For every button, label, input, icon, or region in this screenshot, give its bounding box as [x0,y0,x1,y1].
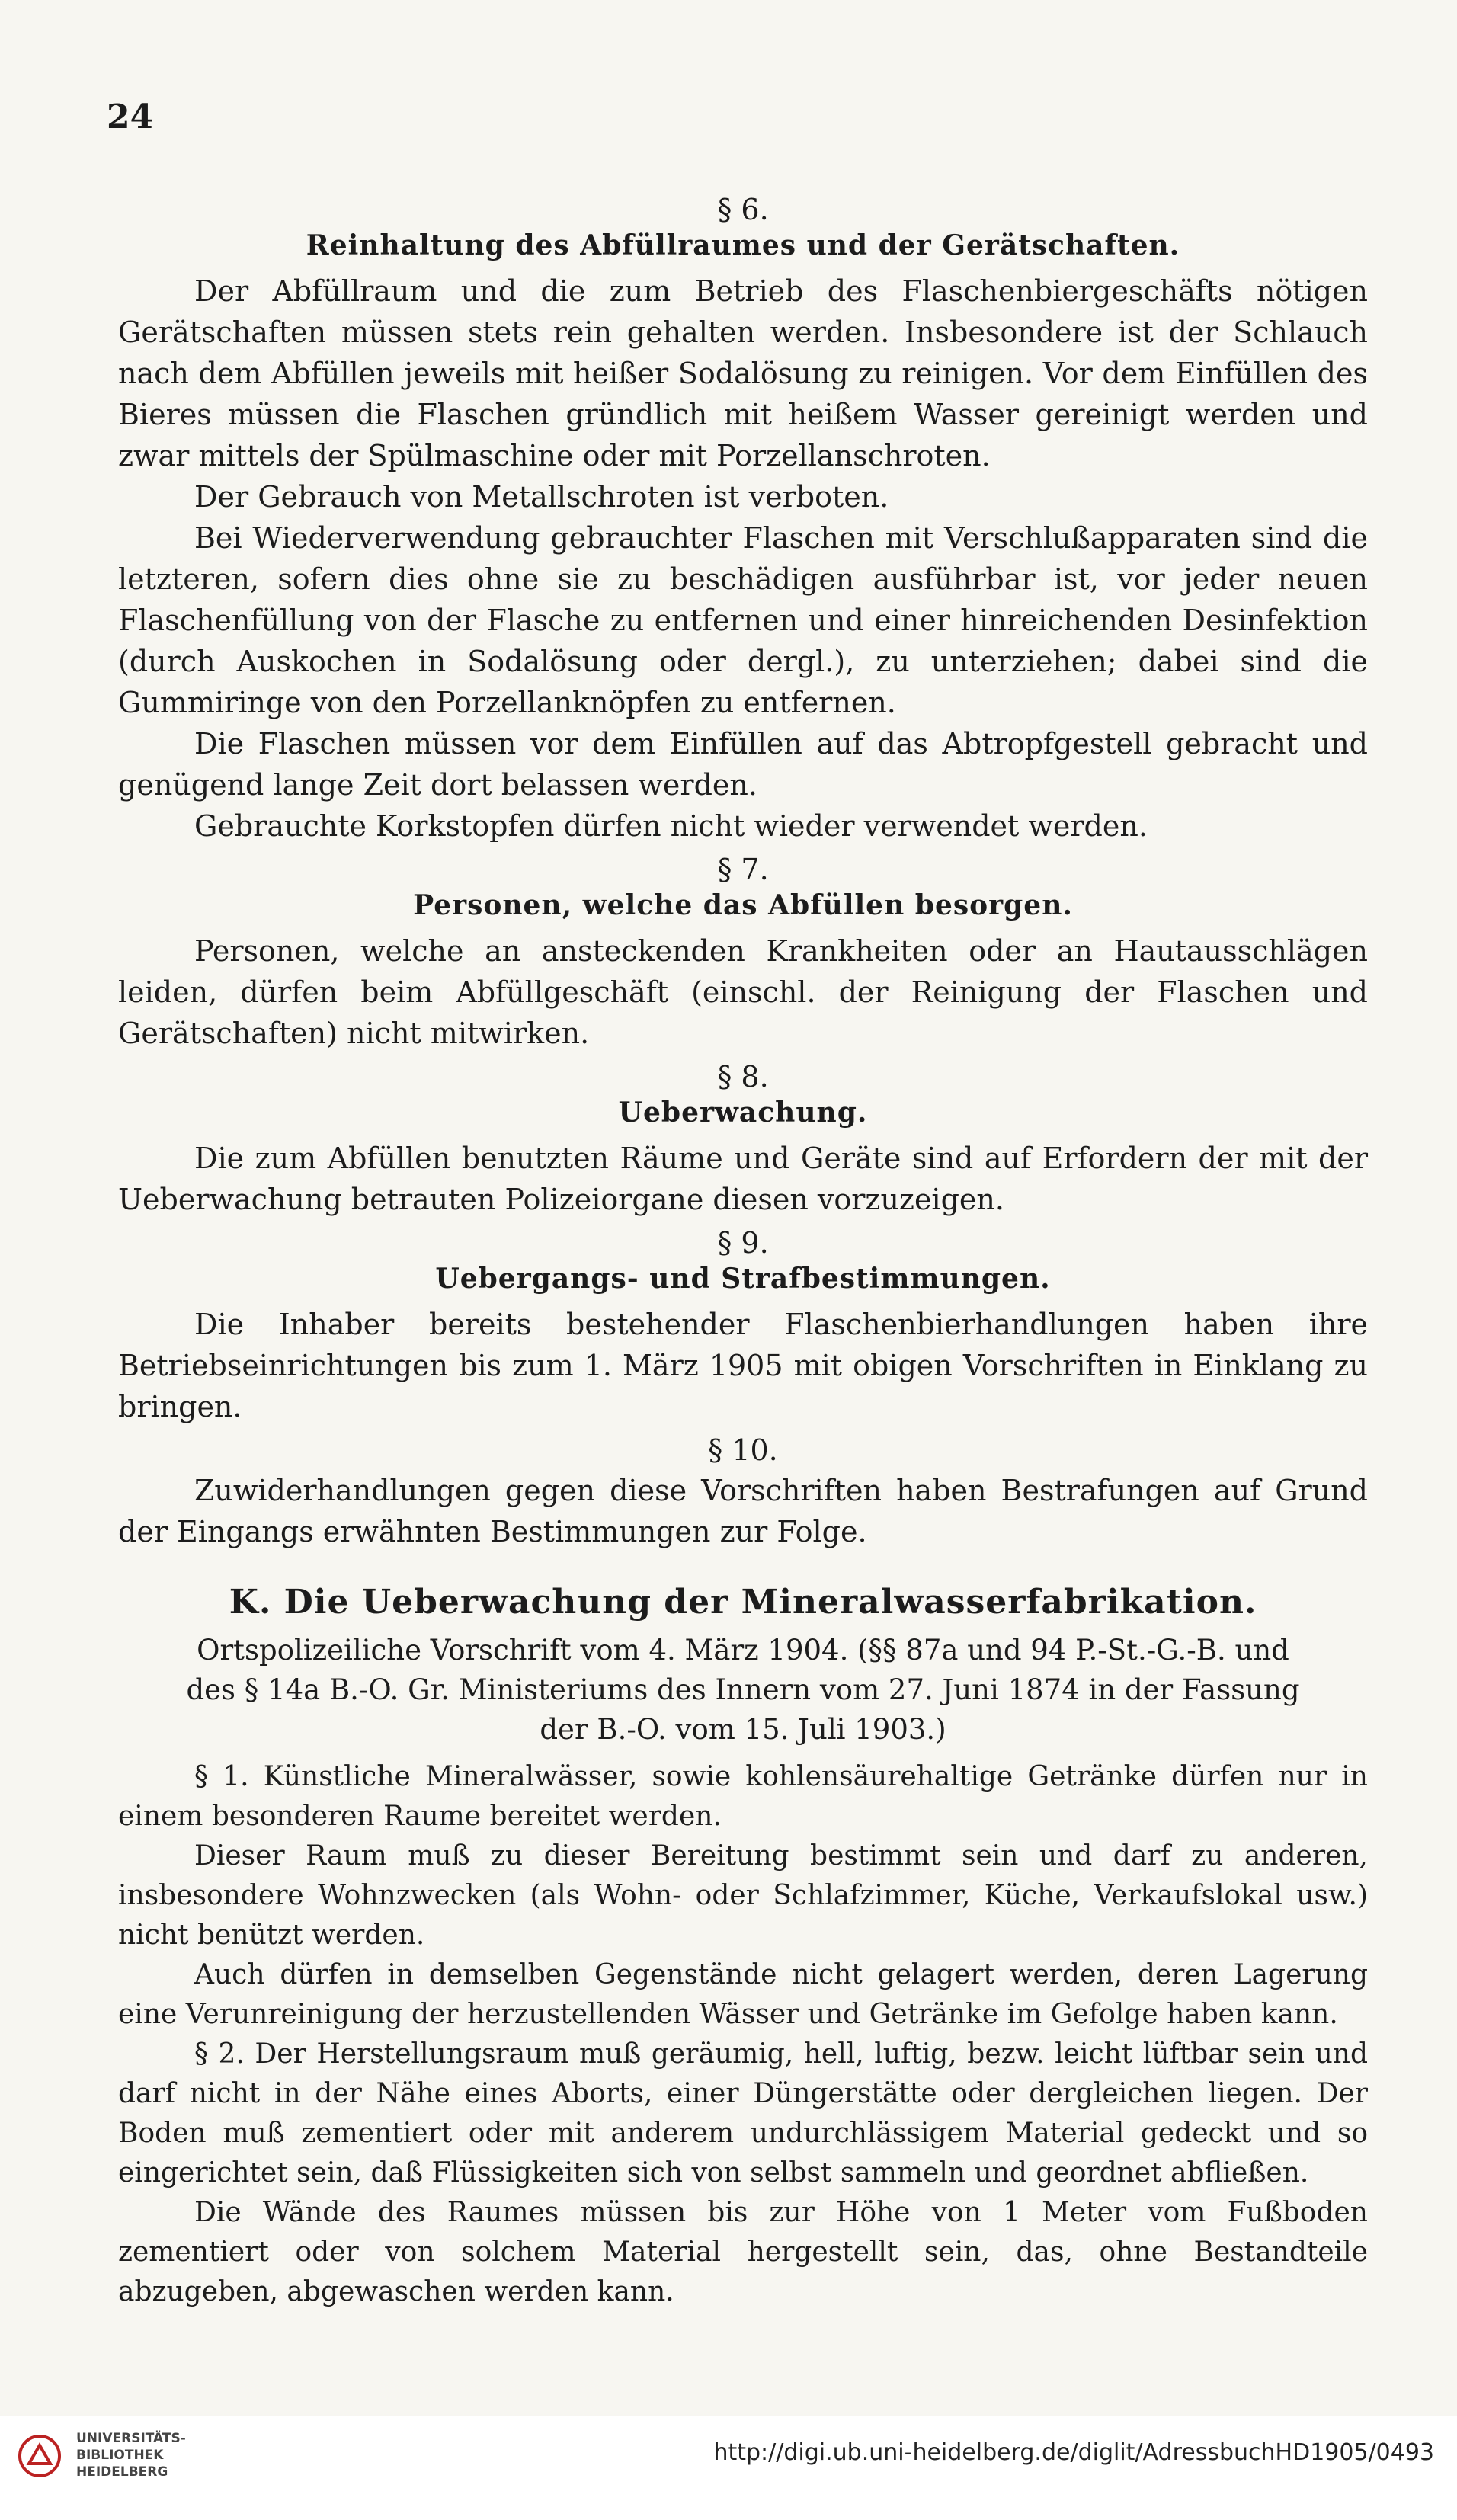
paragraph: Der Abfüllraum und die zum Betrieb des Flaschenbiergeschäfts nötigen Gerätschaften müssen stets rein gehalten werden. Insbesondere ist der Schlauch nach dem Abfüllen jeweils mit heißer Sodalösung zu reinigen. Vor dem Einfüllen des Bieres müssen die Flaschen gründlich mit heißem Wasser gereinigt werden und zwar mittels der Spülmaschine oder mit Porzellanschroten. [118,274,1368,472]
paragraph: Bei Wiederverwendung gebrauchter Flaschen mit Verschlußapparaten sind die letzteren, sofern dies ohne sie zu beschädigen ausführbar ist, vor jeder neuen Flaschenfüllung von der Flasche zu entfernen und einer hinreichenden Desinfektion (durch Auskochen in Sodalösung oder dergl.), zu unterziehen; dabei sind die Gummiringe von den Porzellanknöpfen zu entfernen. [118,521,1368,719]
subtitle-line: Ortspolizeiliche Vorschrift vom 4. März 1904. (§§ 87a und 94 P.-St.-G.-B. und [197,1634,1289,1667]
section-number: § 9. [717,1226,769,1260]
chapter-body [118,1757,1368,2312]
section-heading: Personen, welche das Abfüllen besorgen. [413,889,1073,921]
chapter-subtitle [118,1631,1368,1750]
footer-bar [0,2416,1457,2520]
paragraph: Die zum Abfüllen benutzten Räume und Geräte sind auf Erfordern der mit der Ueberwachung betrauten Polizeiorgane diesen vorzuzeigen. [118,1142,1368,1216]
paragraph: Dieser Raum muß zu dieser Bereitung bestimmt sein und darf zu anderen, insbesondere Wohnzwecken (als Wohn- oder Schlafzimmer, Küche, Verkaufslokal usw.) nicht benützt werden. [118,1840,1368,1951]
section-number: § 7. [717,853,769,886]
library-name-line: BIBLIOTHEK [76,2448,164,2463]
page-content [118,187,1368,2312]
paragraph: § 1. Künstliche Mineralwässer, sowie kohlensäurehaltige Getränke dürfen nur in einem besonderen Raume bereitet werden. [118,1761,1368,1832]
library-name [76,2430,186,2480]
paragraph: Gebrauchte Korkstopfen dürfen nicht wieder verwendet werden. [194,809,1148,843]
paragraph: Personen, welche an ansteckenden Krankheiten oder an Hautausschlägen leiden, dürfen beim Abfüllgeschäft (einschl. der Reinigung der Flaschen und Gerätschaften) nicht mitwirken. [118,934,1368,1050]
library-name-line: HEIDELBERG [76,2464,168,2480]
section-number: § 6. [717,193,769,226]
subtitle-line: des § 14a B.-O. Gr. Ministeriums des Innern vom 27. Juni 1874 in der Fassung [186,1673,1300,1706]
paragraph: Auch dürfen in demselben Gegenstände nicht gelagert werden, deren Lagerung eine Verunreinigung der herzustellenden Wässer und Getränke im Gefolge haben kann. [118,1959,1368,2030]
library-name-line: UNIVERSITÄTS- [76,2431,186,2446]
university-library-logo-icon [17,2433,62,2479]
chapter-heading: K. Die Ueberwachung der Mineralwasserfabrikation. [229,1583,1257,1622]
section-number: § 8. [717,1060,769,1093]
paragraph: Zuwiderhandlungen gegen diese Vorschriften haben Bestrafungen auf Grund der Eingangs erwähnten Bestimmungen zur Folge. [118,1474,1368,1548]
section-heading: Reinhaltung des Abfüllraumes und der Gerätschaften. [306,229,1180,261]
paragraph: § 2. Der Herstellungsraum muß geräumig, hell, luftig, bezw. leicht lüftbar sein und darf nicht in der Nähe eines Aborts, einer Düngerstätte oder dergleichen liegen. Der Boden muß zementiert oder mit anderem undurchlässigem Material gedeckt und so eingerichtet sein, daß Flüssigkeiten sich von selbst sammeln und geordnet abfließen. [118,2038,1368,2189]
paragraph: Der Gebrauch von Metallschroten ist verboten. [194,480,889,514]
source-url-link[interactable]: http://digi.ub.uni-heidelberg.de/diglit/AdressbuchHD1905/0493 [713,2439,1434,2466]
paragraph: Die Inhaber bereits bestehender Flaschenbierhandlungen haben ihre Betriebseinrichtungen bis zum 1. März 1905 mit obigen Vorschriften in Einklang zu bringen. [118,1308,1368,1423]
subtitle-line: der B.-O. vom 15. Juli 1903.) [540,1713,946,1746]
paragraph: Die Wände des Raumes müssen bis zur Höhe von 1 Meter vom Fußboden zementiert oder von solchem Material hergestellt sein, das, ohne Bestandteile abzugeben, abgewaschen werden kann. [118,2197,1368,2307]
section-heading: Uebergangs- und Strafbestimmungen. [435,1263,1051,1295]
paragraph: Die Flaschen müssen vor dem Einfüllen auf das Abtropfgestell gebracht und genügend lange Zeit dort belassen werden. [118,727,1368,802]
page-number: 24 [107,98,154,136]
section-number: § 10. [708,1433,778,1467]
section-heading: Ueberwachung. [618,1097,868,1129]
